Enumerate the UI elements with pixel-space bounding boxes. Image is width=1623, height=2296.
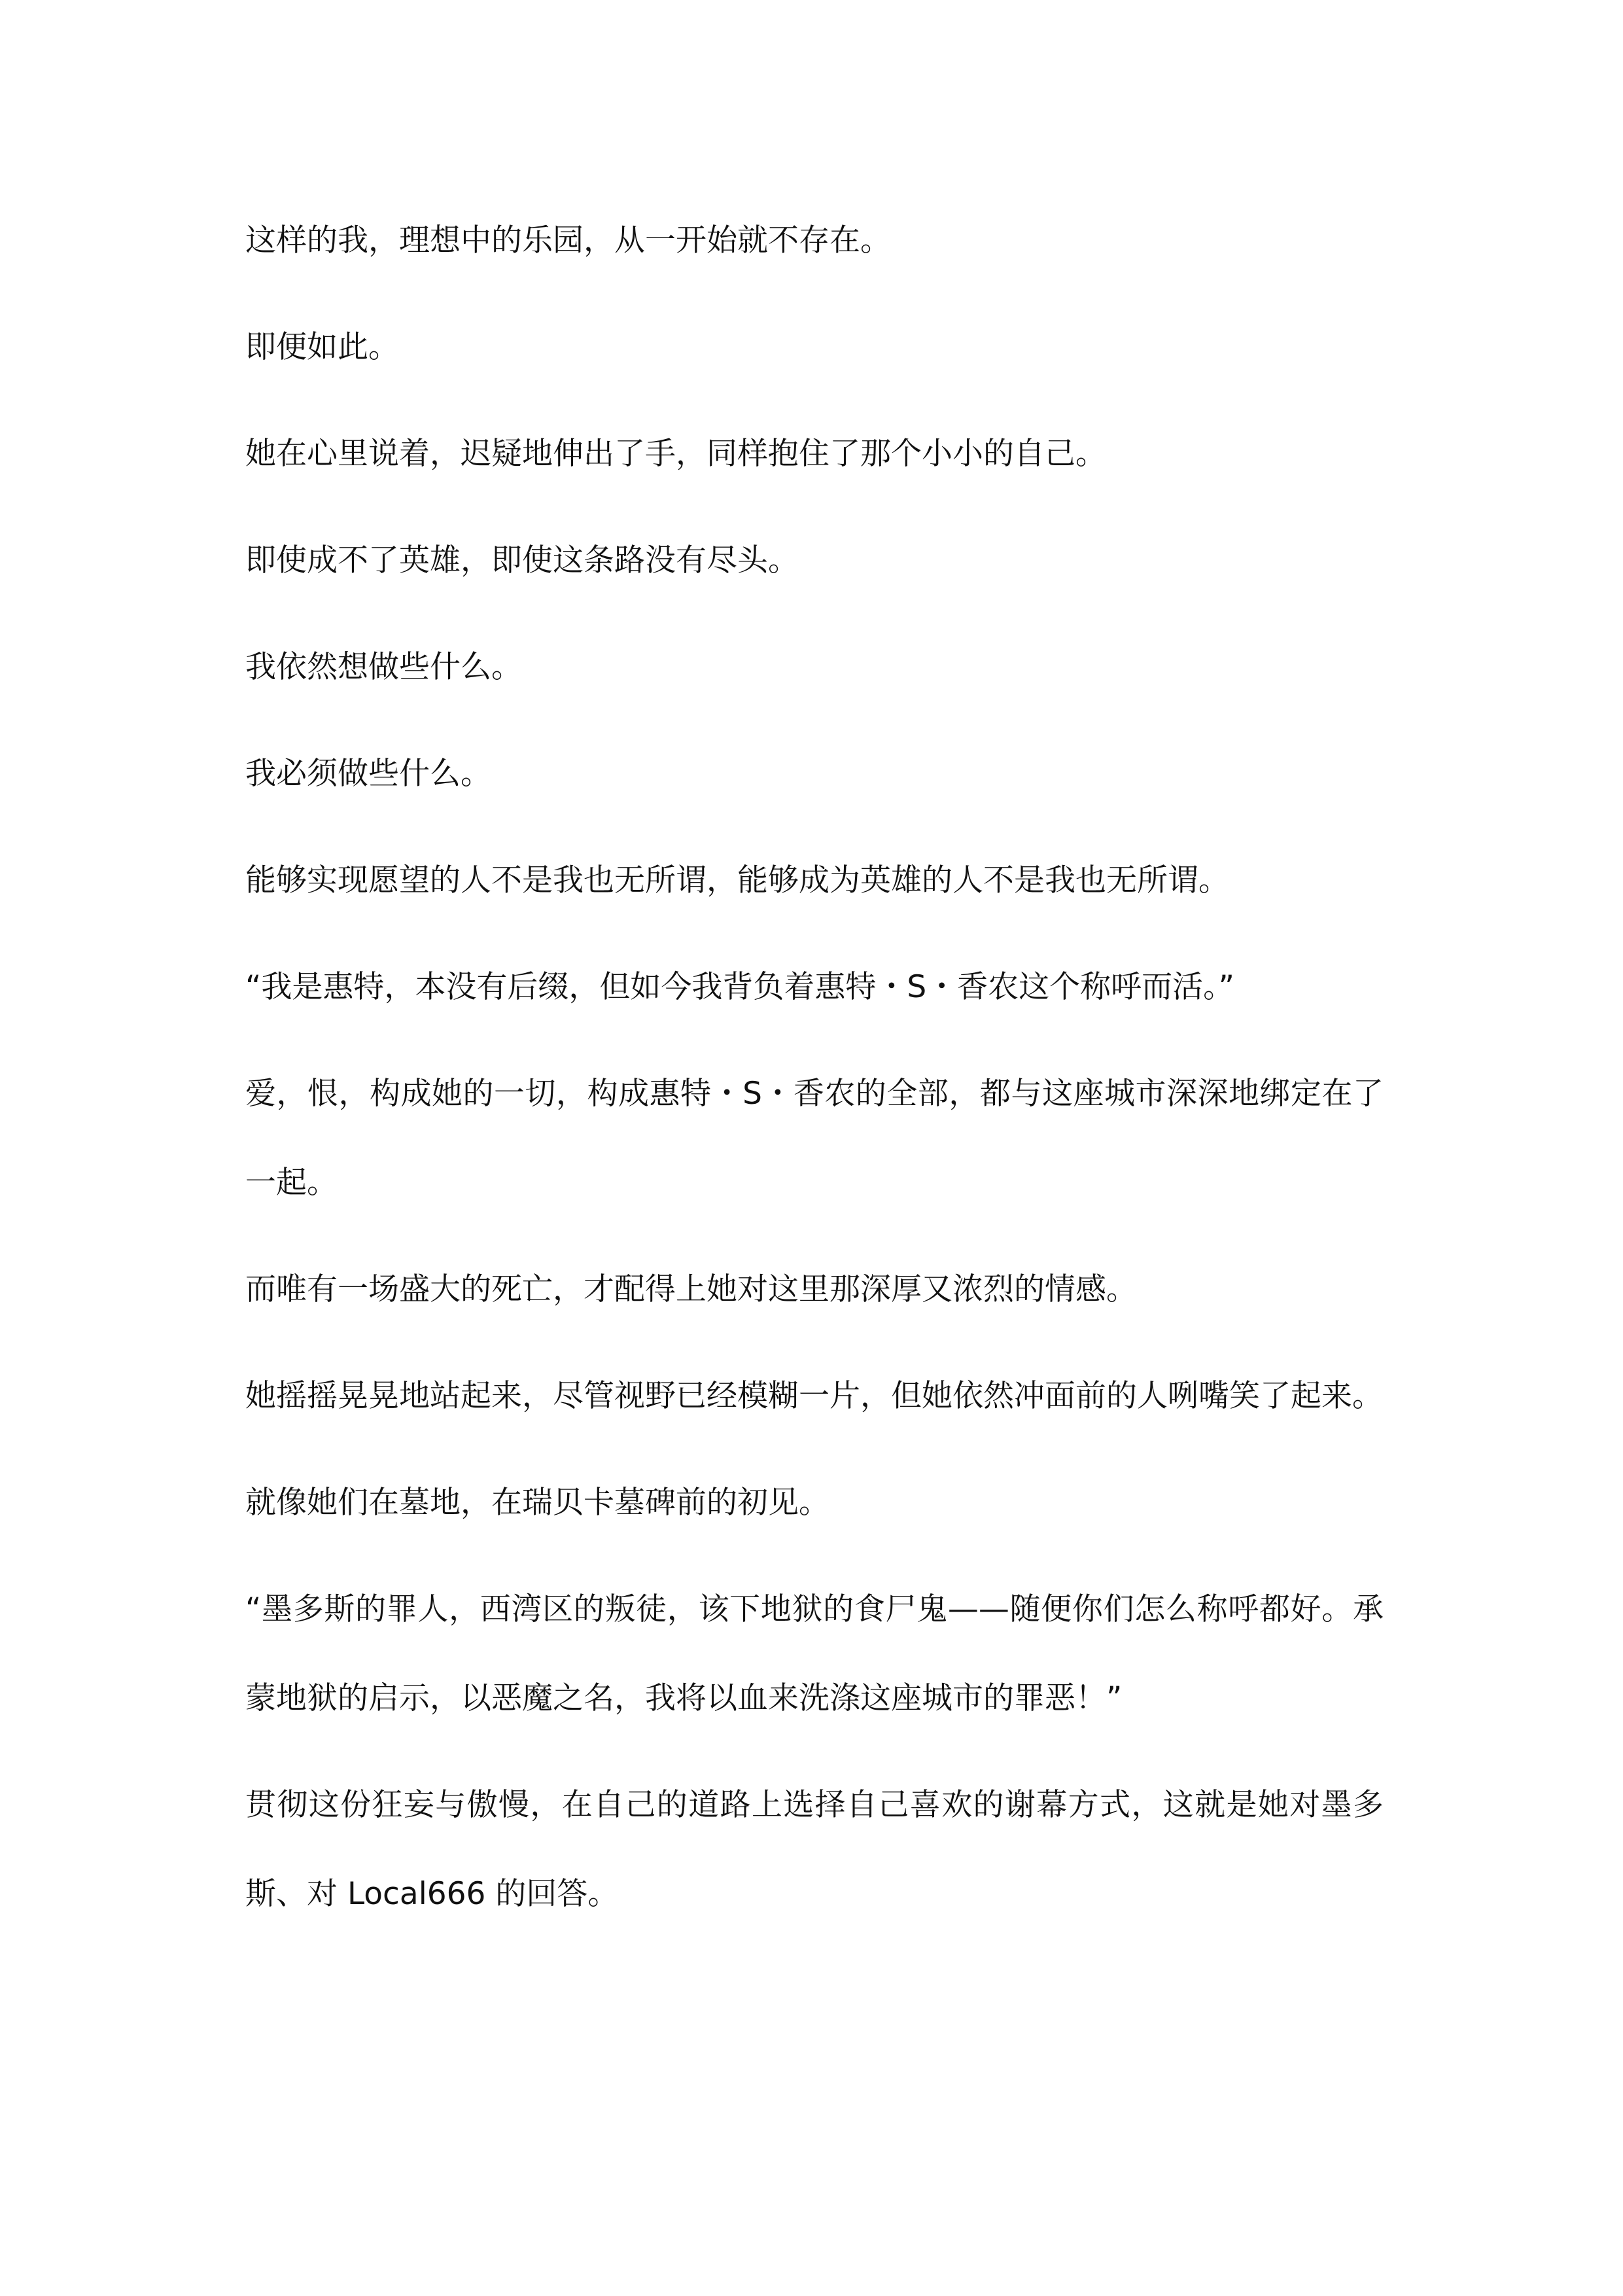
paragraph: “我是惠特，本没有后缀，但如今我背负着惠特・S・香农这个称呼而活。” bbox=[245, 969, 1235, 1005]
paragraph: “墨多斯的罪人，西湾区的叛徒，该下地狱的食尸鬼——随便你们怎么称呼都好。承蒙地狱的启示，以恶魔之名，我将以血来洗涤这座城市的罪恶！” bbox=[245, 1591, 1384, 1716]
paragraph: 就像她们在墓地，在瑞贝卡墓碑前的初见。 bbox=[245, 1485, 829, 1521]
paragraph: 我必须做些什么。 bbox=[245, 756, 491, 792]
paragraph: 爱，恨，构成她的一切，构成惠特・S・香农的全部，都与这座城市深深地绑定在了一起。 bbox=[245, 1076, 1384, 1201]
paragraph: 这样的我，理想中的乐园，从一开始就不存在。 bbox=[245, 222, 891, 258]
paragraph: 她在心里说着，迟疑地伸出了手，同样抱住了那个小小的自己。 bbox=[245, 436, 1106, 472]
paragraph: 我依然想做些什么。 bbox=[245, 649, 522, 685]
paragraph: 而唯有一场盛大的死亡，才配得上她对这里那深厚又浓烈的情感。 bbox=[245, 1271, 1137, 1307]
body-text bbox=[245, 196, 1384, 1939]
paragraph: 即使成不了英雄，即使这条路没有尽头。 bbox=[245, 542, 799, 578]
paragraph: 能够实现愿望的人不是我也无所谓，能够成为英雄的人不是我也无所谓。 bbox=[245, 862, 1229, 898]
paragraph: 她摇摇晃晃地站起来，尽管视野已经模糊一片，但她依然冲面前的人咧嘴笑了起来。 bbox=[245, 1378, 1383, 1414]
paragraph: 即便如此。 bbox=[245, 329, 399, 365]
paragraph: 贯彻这份狂妄与傲慢，在自己的道路上选择自己喜欢的谢幕方式，这就是她对墨多斯、对 Local666 的回答。 bbox=[245, 1787, 1384, 1912]
